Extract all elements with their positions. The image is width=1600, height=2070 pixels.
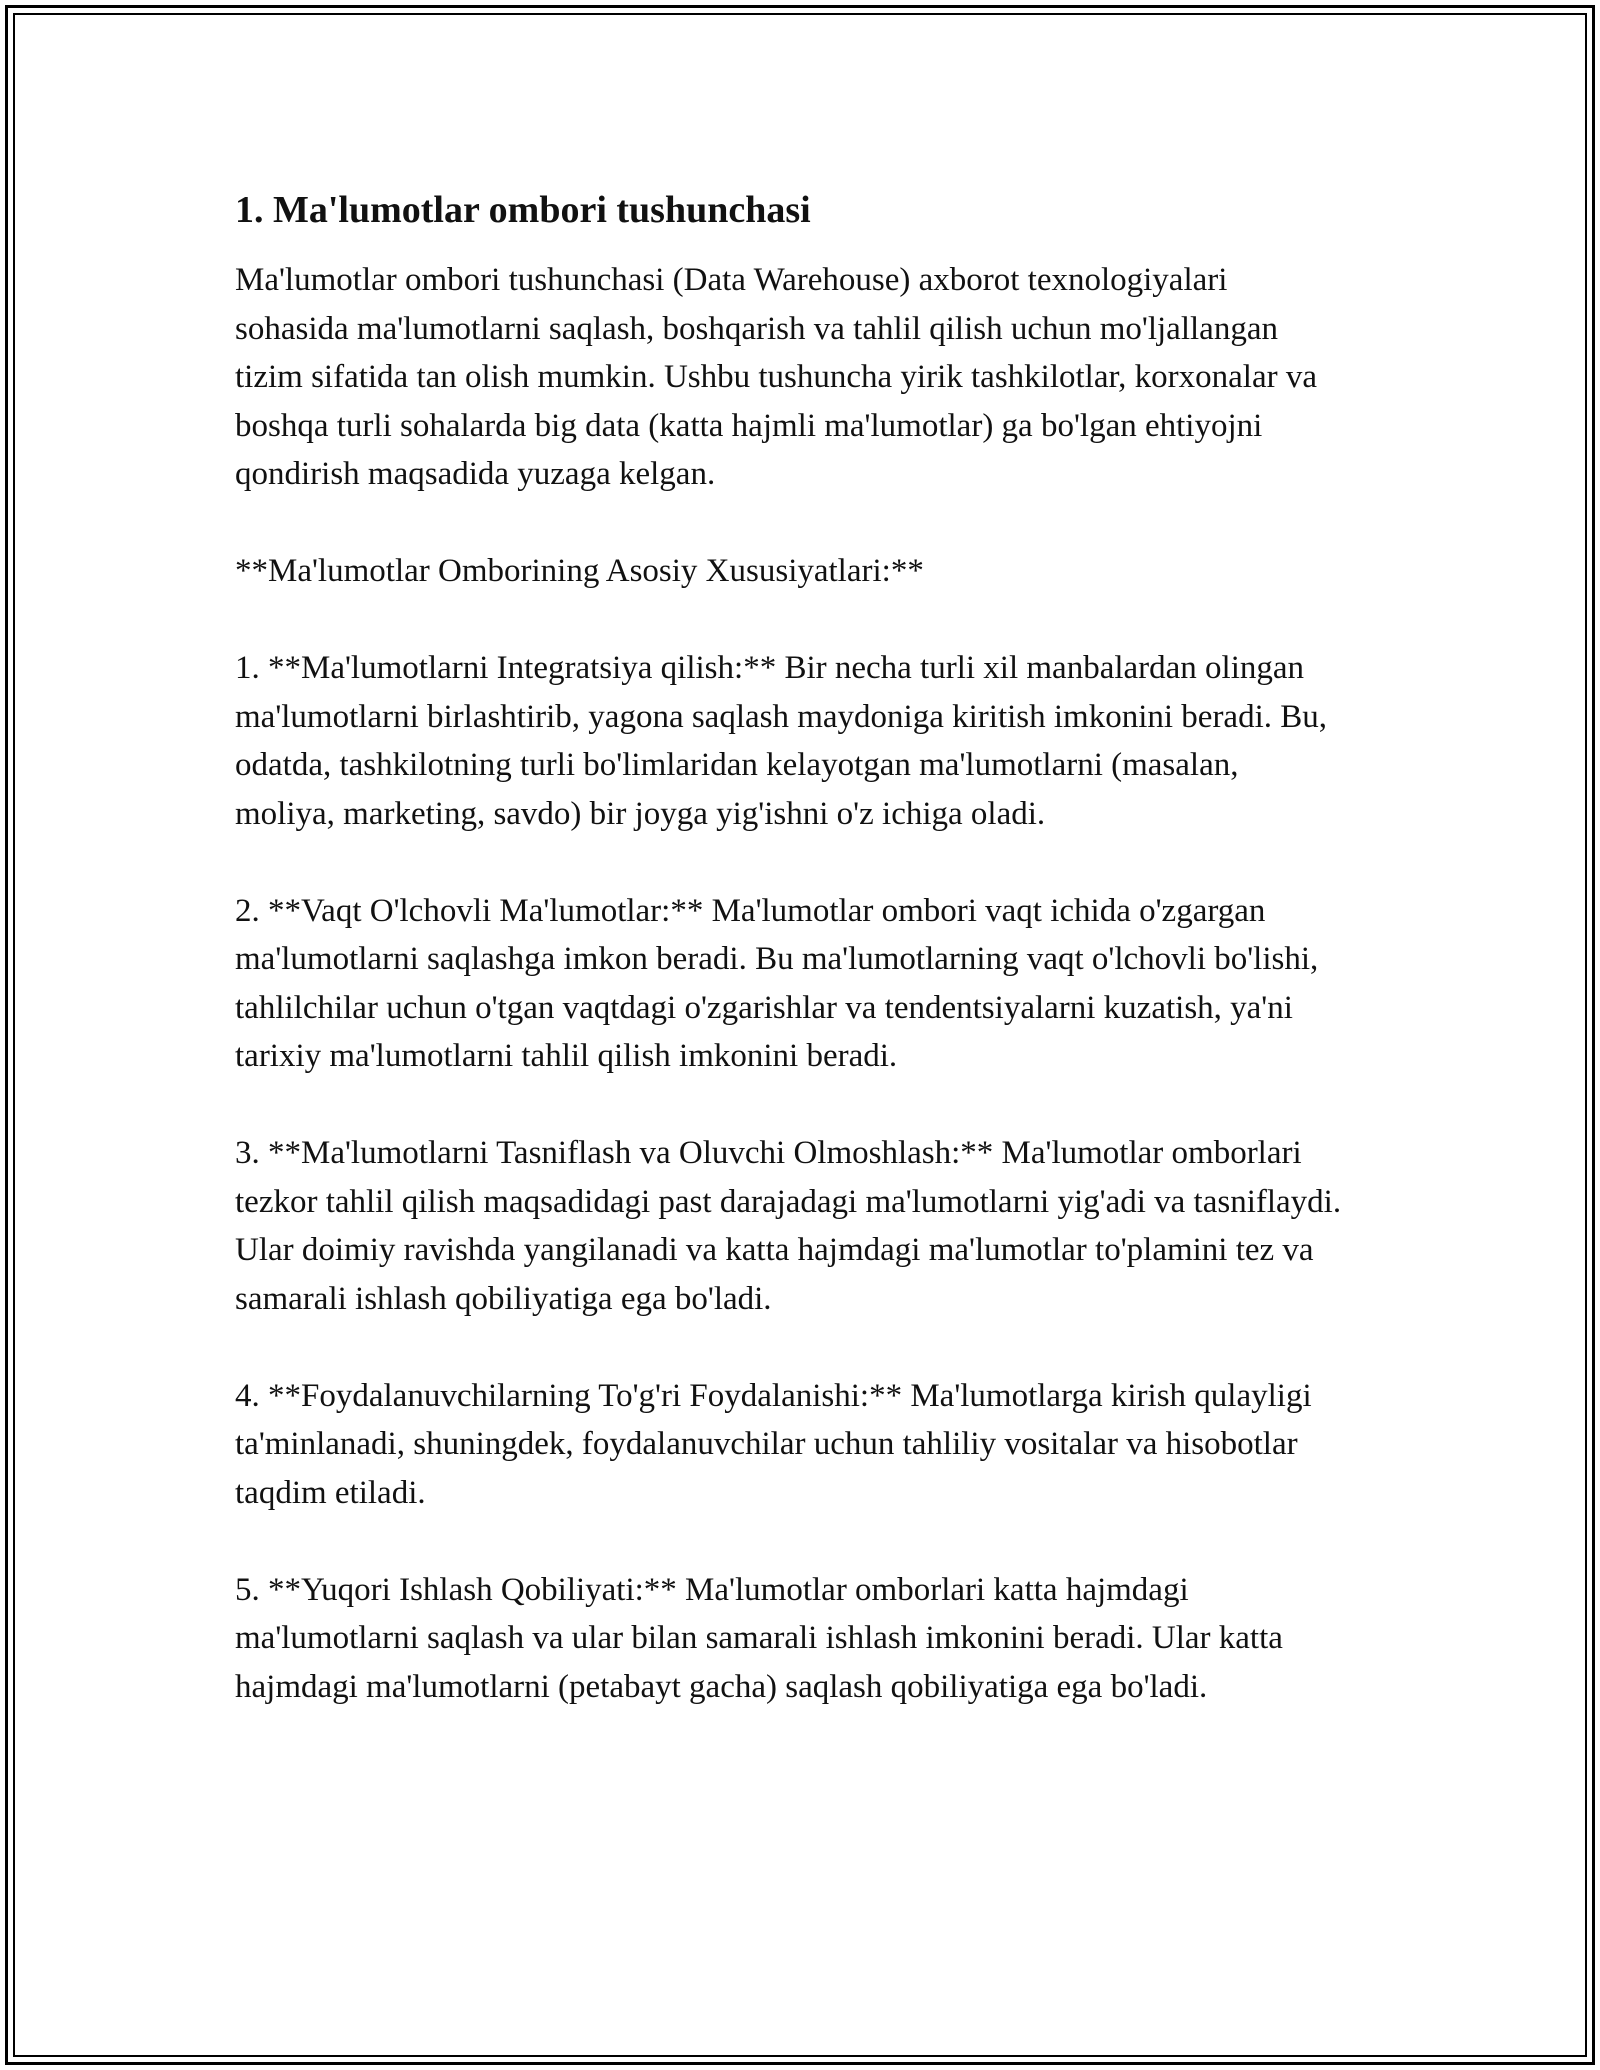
feature-item-classification: 3. **Ma'lumotlarni Tasniflash va Oluvchi Olmoshlash:** Ma'lumotlar omborlari tezkor tahlil qilish maqsadidagi past darajadagi ma'lumotlarni yig'adi va tasniflaydi. Ular doimiy ravishda yangilanadi va katta hajmdagi ma'lumotlar to'plamini tez va samarali ishlash qobiliyatiga ega bo'ladi. <box>235 1135 1342 1317</box>
feature-item-integration: 1. **Ma'lumotlarni Integratsiya qilish:** Bir necha turli xil manbalardan olingan ma'lumotlarni birlashtirib, yagona saqlash maydoniga kiritish imkonini beradi. Bu, odatda, tashkilotning turli bo'limlaridan kelayotgan ma'lumotlarni (masalan, moliya, marketing, savdo) bir joyga yig'ishni o'z ichiga oladi. <box>235 650 1328 832</box>
features-heading: **Ma'lumotlar Omborining Asosiy Xususiyatlari:** <box>235 553 924 589</box>
intro-paragraph: Ma'lumotlar ombori tushunchasi (Data Warehouse) axborot texnologiyalari sohasida ma'lumotlarni saqlash, boshqarish va tahlil qilish uchun mo'ljallangan tizim sifatida tan olish mumkin. Ushbu tushuncha yirik tashkilotlar, korxonalar va boshqa turli sohalarda big data (katta hajmli ma'lumotlar) ga bo'lgan ehtiyojni qondirish maqsadida yuzaga kelgan. <box>235 262 1317 492</box>
document-body <box>235 186 1365 1760</box>
feature-item-performance: 5. **Yuqori Ishlash Qobiliyati:** Ma'lumotlar omborlari katta hajmdagi ma'lumotlarni saqlash va ular bilan samarali ishlash imkonini beradi. Ular katta hajmdagi ma'lumotlarni (petabayt gacha) saqlash qobiliyatiga ega bo'ladi. <box>235 1571 1283 1705</box>
feature-item-time-variant: 2. **Vaqt O'lchovli Ma'lumotlar:** Ma'lumotlar ombori vaqt ichida o'zgargan ma'lumotlarni saqlashga imkon beradi. Bu ma'lumotlarning vaqt o'lchovli bo'lishi, tahlilchilar uchun o'tgan vaqtdagi o'zgarishlar va tendentsiyalarni kuzatish, ya'ni tarixiy ma'lumotlarni tahlil qilish imkonini beradi. <box>235 892 1319 1074</box>
feature-item-user-access: 4. **Foydalanuvchilarning To'g'ri Foydalanishi:** Ma'lumotlarga kirish qulayligi ta'minlanadi, shuningdek, foydalanuvchilar uchun tahliliy vositalar va hisobotlar taqdim etiladi. <box>235 1377 1312 1511</box>
document-title: 1. Ma'lumotlar ombori tushunchasi <box>235 189 811 231</box>
